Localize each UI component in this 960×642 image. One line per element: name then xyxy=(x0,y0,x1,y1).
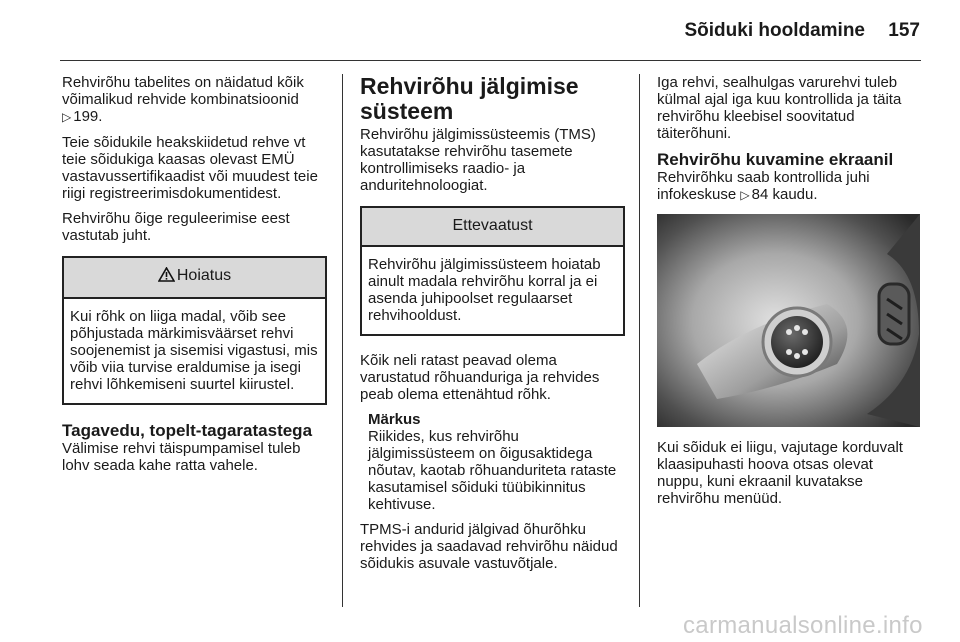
warning-box-header xyxy=(64,258,325,299)
main-heading: Rehvirõhu jälgimise süsteem xyxy=(360,73,579,124)
caution-text: Rehvirõhu jälgimissüsteem hoiatab ainult madala rehvirõhu korral ja ei asenda juhipoolset regulaarset rehvihooldust. xyxy=(368,256,601,324)
note-text: Riikides, kus rehvirõhu jälgimissüsteem on õigusaktidega nõutav, kaotab rõhuanduriteta rataste kasutamisel sõiduki tüübikinnitus kehtivuse. xyxy=(368,428,617,513)
section-heading: Tagavedu, topelt-tagaratastega xyxy=(62,421,313,440)
paragraph: Teie sõidukile heakskiidetud rehve vt teie sõidukiga kaasas olevast EMÜ vastavussertifikaadist või muudest teie riigi registreerimisdokumentidest. xyxy=(62,134,318,202)
note-title: Märkus xyxy=(368,411,421,428)
page-header xyxy=(0,0,960,60)
watermark: carmanualsonline.info xyxy=(683,612,923,639)
paragraph xyxy=(657,169,922,204)
page-reference-link[interactable]: 199. xyxy=(73,108,103,125)
section-heading: Rehvirõhu kuvamine ekraanil xyxy=(657,150,894,169)
section-title: Sõiduki hooldamine xyxy=(684,20,865,41)
page-number: 157 xyxy=(888,20,920,41)
warning-box xyxy=(62,256,327,405)
column-3 xyxy=(657,74,922,515)
paragraph: Välimise rehvi täispumpamisel tuleb lohv seada kahe ratta vahele. xyxy=(62,440,301,474)
paragraph-text: Rehvirõhku saab kontrollida juhi infokeskuse xyxy=(657,169,870,203)
warning-triangle-icon xyxy=(158,267,175,288)
warning-text: Kui rõhk on liiga madal, võib see põhjustada märkimisväärset rehvi soojenemist ja sisemisi vigastusi, mis võib viia turvise eraldumise ja isegi rehvi lõhkemiseni suurtel kiirustel. xyxy=(70,308,318,393)
paragraph: Kui sõiduk ei liigu, vajutage korduvalt klaasipuhasti hoova otsas olevat nuppu, kuni ekraanil kuvatakse rehvirõhu menüüd. xyxy=(657,439,903,507)
paragraph: TPMS-i andurid jälgivad õhurõhku rehvides ja saadavad rehvirõhu näidud sõidukis asuvale vastuvõtjale. xyxy=(360,521,618,572)
header-divider xyxy=(60,60,921,61)
paragraph-text: Rehvirõhu tabelites on näidatud kõik võimalikud rehvide kombinatsioonid xyxy=(62,74,304,108)
column-divider-2 xyxy=(639,74,640,607)
warning-title: Hoiatus xyxy=(176,267,232,284)
page-reference-link[interactable]: 84 kaudu. xyxy=(751,186,818,203)
column-2 xyxy=(360,74,625,580)
paragraph: Kõik neli ratast peavad olema varustatud rõhuanduriga ja rehvides peab olema ettenähtud rõhk. xyxy=(360,352,600,403)
paragraph: Iga rehvi, sealhulgas varurehvi tuleb külmal ajal iga kuu kontrollida ja täita rehvirõhu kleebisel soovitatud täiterõhuni. xyxy=(657,74,902,142)
reference-arrow-icon: ▷ xyxy=(740,188,750,202)
column-divider-1 xyxy=(342,74,343,607)
column-1 xyxy=(62,74,327,482)
wiper-stalk-button-photo xyxy=(657,214,920,427)
paragraph xyxy=(62,74,327,126)
paragraph: Rehvirõhu õige reguleerimise eest vastutab juht. xyxy=(62,210,290,244)
paragraph: Rehvirõhu jälgimissüsteemis (TMS) kasutatakse rehvirõhu tasemete kontrollimiseks raadio- ja anduritehnoloogiat. xyxy=(360,126,596,194)
caution-box-header: Ettevaatust xyxy=(362,208,623,247)
reference-arrow-icon: ▷ xyxy=(62,110,72,124)
caution-box xyxy=(360,206,625,336)
note-block xyxy=(360,411,625,513)
